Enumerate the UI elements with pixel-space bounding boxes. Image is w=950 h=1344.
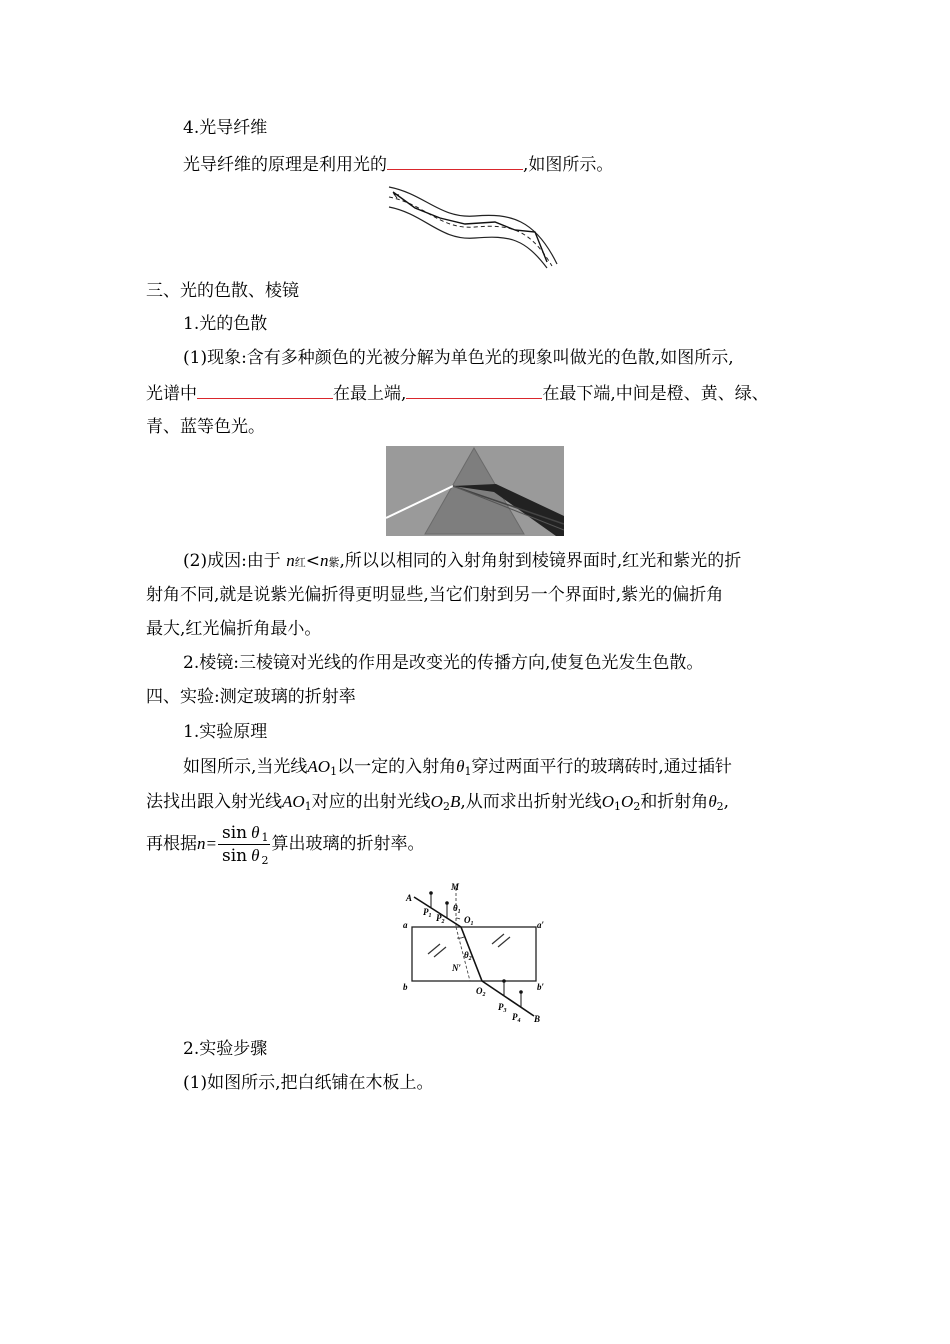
- dispersion-para-line1: (1)现象:含有多种颜色的光被分解为单色光的现象叫做光的色散,如图所示,: [183, 348, 734, 368]
- section3-heading: 三、光的色散、棱镜: [146, 281, 299, 301]
- optical-fiber-figure: [385, 184, 567, 270]
- label-b-prime: b′: [537, 982, 545, 992]
- fiber-paragraph: 光导纤维的原理是利用光的 ,如图所示。: [183, 151, 613, 177]
- steps-subheading: 2.实验步骤: [183, 1039, 268, 1059]
- dispersion-para-line3: 青、蓝等色光。: [146, 417, 265, 437]
- cause-line3: 最大,红光偏折角最小。: [146, 619, 322, 639]
- dispersion-subheading: 1.光的色散: [183, 314, 268, 334]
- label-P2: $P_2$: [436, 913, 445, 925]
- label-O1: $O_1$: [464, 915, 474, 927]
- label-theta2: $\theta_2$: [464, 950, 472, 962]
- label-B: B: [534, 1014, 541, 1024]
- fill-blank[interactable]: [387, 151, 523, 170]
- step1-paragraph: (1)如图所示,把白纸铺在木板上。: [183, 1073, 434, 1093]
- principle-subheading: 1.实验原理: [183, 722, 268, 742]
- fiber-heading: 4.光导纤维: [183, 118, 268, 138]
- label-b: b: [403, 982, 408, 992]
- label-P4: $P_4$: [512, 1012, 521, 1024]
- label-P1: $P_1$: [423, 907, 432, 919]
- label-theta1: $\theta_1$: [453, 903, 461, 915]
- dispersion-para-line2: 光谱中 在最上端, 在最下端,中间是橙、黄、绿、: [146, 380, 769, 406]
- label-N-prime: N′: [452, 963, 462, 973]
- fill-blank[interactable]: [197, 380, 333, 399]
- fill-blank[interactable]: [406, 380, 542, 399]
- refraction-formula: $\frac{\sin \theta _1}{\sin \theta _2}$: [218, 822, 270, 867]
- label-A: A: [406, 893, 413, 903]
- label-a: a: [403, 920, 408, 930]
- label-a-prime: a′: [537, 920, 545, 930]
- label-P3: $P_3$: [498, 1002, 507, 1014]
- principle-line1: 如图所示,当光线$AO_1$以一定的入射角$\theta_1$穿过两面平行的玻璃砖时,通过插针: [183, 757, 732, 778]
- prism-dispersion-figure: [386, 446, 564, 536]
- principle-line3: 再根据n= $\frac{\sin \theta _1}{\sin \theta _2}$ 算出玻璃的折射率。: [146, 823, 425, 867]
- prism-paragraph: 2.棱镜:三棱镜对光线的作用是改变光的传播方向,使复色光发生色散。: [183, 653, 704, 673]
- section4-heading: 四、实验:测定玻璃的折射率: [146, 687, 356, 707]
- glass-slab-figure: [400, 882, 550, 1030]
- label-M: M: [451, 882, 460, 892]
- label-O2: $O_2$: [476, 986, 486, 998]
- cause-line2: 射角不同,就是说紫光偏折得更明显些,当它们射到另一个界面时,紫光的偏折角: [146, 585, 724, 605]
- cause-line1: (2)成因:由于 n红<n紫,所以以相同的入射角射到棱镜界面时,红光和紫光的折: [183, 551, 742, 571]
- principle-line2: 法找出跟入射光线$AO_1$对应的出射光线$O_2B$,从而求出折射光线$O_1O_2$和折射角$\theta_2$,: [146, 792, 730, 813]
